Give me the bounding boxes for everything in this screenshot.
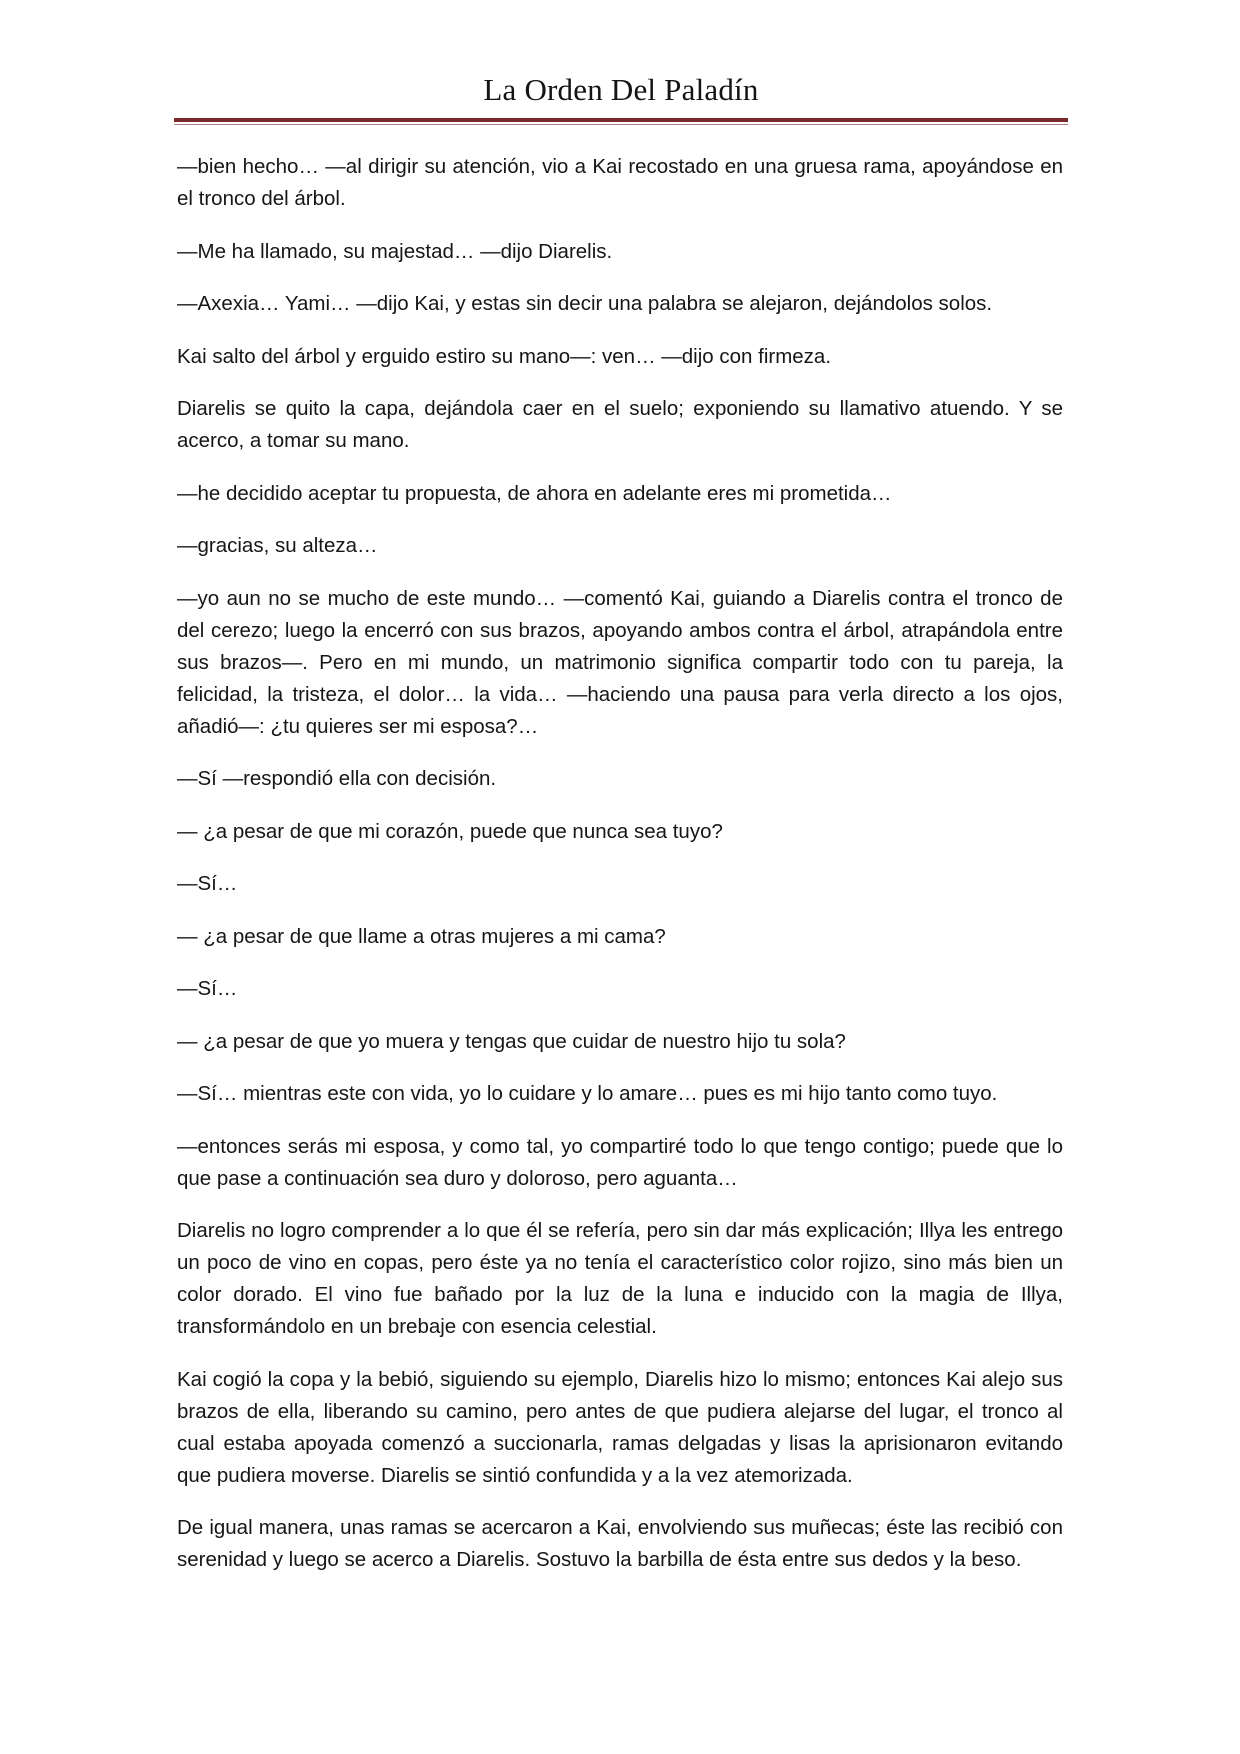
paragraph: —Sí…: [177, 977, 238, 1000]
header-rule-thin: [174, 124, 1068, 125]
paragraph: —entonces serás mi esposa, y como tal, yo compartiré todo lo que tengo contigo; puede que lo que pase a continuación sea duro y doloroso, pero aguanta…: [177, 1134, 1063, 1190]
header-rule-thick: [174, 118, 1068, 122]
paragraph: — ¿a pesar de que yo muera y tengas que cuidar de nuestro hijo tu sola?: [177, 1029, 846, 1053]
paragraph: —gracias, su alteza…: [177, 534, 378, 557]
paragraph: —Sí…: [177, 872, 238, 895]
paragraph: —Sí —respondió ella con decisión.: [177, 767, 497, 790]
paragraph: —yo aun no se mucho de este mundo… —comentó Kai, guiando a Diarelis contra el tronco de del cerezo; luego la encerró con sus brazos, apoyando ambos contra el árbol, atrapándola entre sus brazos—. Pero en mi mundo, un matrimonio significa compartir todo con tu pareja, la felicidad, la tristeza, el dolor… la vida… —haciendo una pausa para verla directo a los ojos, añadió—: ¿tu quieres ser mi esposa?…: [177, 586, 1063, 738]
body-text: [177, 151, 1063, 1597]
paragraph: Diarelis no logro comprender a lo que él se refería, pero sin dar más explicación; Illya les entrego un poco de vino en copas, pero éste ya no tenía el característico color rojizo, sino más bien un color dorado. El vino fue bañado por la luz de la luna e inducido con la magia de Illya, transformándolo en un brebaje con esencia celestial.: [177, 1219, 1063, 1338]
book-title: La Orden Del Paladín: [483, 72, 759, 107]
paragraph: —Axexia… Yami… —dijo Kai, y estas sin decir una palabra se alejaron, dejándolos solos.: [177, 292, 993, 315]
paragraph: —Sí… mientras este con vida, yo lo cuidare y lo amare… pues es mi hijo tanto como tuyo.: [177, 1082, 998, 1105]
paragraph: Kai salto del árbol y erguido estiro su mano—: ven… —dijo con firmeza.: [177, 344, 832, 368]
paragraph: Diarelis se quito la capa, dejándola caer en el suelo; exponiendo su llamativo atuendo. Y se acerco, a tomar su mano.: [177, 397, 1063, 452]
paragraph: De igual manera, unas ramas se acercaron a Kai, envolviendo sus muñecas; éste las recibió con serenidad y luego se acerco a Diarelis. Sostuvo la barbilla de ésta entre sus dedos y la beso.: [177, 1516, 1063, 1571]
paragraph: —bien hecho… —al dirigir su atención, vio a Kai recostado en una gruesa rama, apoyándose en el tronco del árbol.: [177, 155, 1063, 210]
page-header: [174, 70, 1068, 110]
paragraph: — ¿a pesar de que llame a otras mujeres a mi cama?: [177, 924, 666, 948]
paragraph: — ¿a pesar de que mi corazón, puede que nunca sea tuyo?: [177, 819, 723, 843]
paragraph: —Me ha llamado, su majestad… —dijo Diarelis.: [177, 239, 613, 263]
paragraph: Kai cogió la copa y la bebió, siguiendo su ejemplo, Diarelis hizo lo mismo; entonces Kai alejo sus brazos de ella, liberando su camino, pero antes de que pudiera alejarse del lugar, el tronco al cual estaba apoyada comenzó a succionarla, ramas delgadas y lisas la aprisionaron evitando que pudiera moverse. Diarelis se sintió confundida y a la vez atemorizada.: [177, 1367, 1063, 1487]
paragraph: —he decidido aceptar tu propuesta, de ahora en adelante eres mi prometida…: [177, 481, 892, 505]
